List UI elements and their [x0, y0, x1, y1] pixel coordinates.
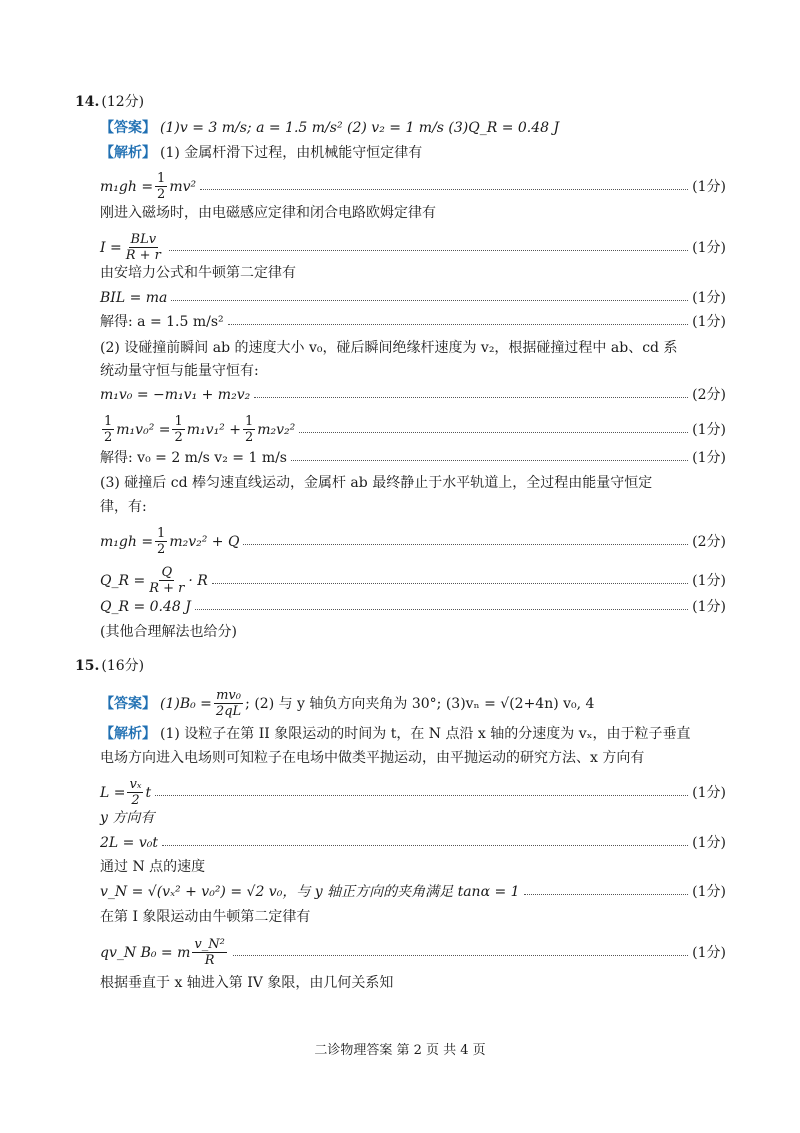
q14-eq9-mark: (1分) — [692, 572, 726, 589]
q14-eq8-frac-num: 1 — [157, 526, 166, 541]
q15-eq4-frac-num: v_N² — [194, 937, 225, 952]
leader-dots — [195, 608, 688, 610]
q15-eq3 — [100, 882, 726, 902]
leader-dots — [200, 188, 688, 190]
leader-dots — [162, 844, 688, 846]
q15-text4 — [100, 907, 726, 927]
q15-answer-b: ; (2) 与 y 轴负方向夹角为 30°; (3)vₙ = √(2+4n) v₀, 4 — [245, 695, 595, 712]
q14-eq1-frac-den: 2 — [157, 187, 166, 202]
q14-eq10-text: Q_R = 0.48 J — [100, 599, 191, 615]
q14-eq2-mark: (1分) — [692, 239, 726, 256]
q14-eq3 — [100, 288, 726, 308]
leader-dots — [233, 954, 688, 956]
q14-text5b-content: 统动量守恒与能量守恒有: — [100, 363, 259, 379]
q15-score: (16分) — [101, 658, 145, 674]
q15-eq2 — [100, 833, 726, 853]
q14-eq1-mark: (1分) — [692, 178, 726, 195]
q14-eq6-f3-num: 1 — [244, 414, 254, 429]
q15-analysis-line — [100, 724, 726, 744]
q14-number: 14. — [75, 94, 100, 110]
q14-eq1-fraction — [155, 171, 167, 202]
q14-eq2-frac-num: BLv — [130, 232, 157, 247]
leader-dots — [212, 582, 688, 584]
q14-answer-text: (1)v = 3 m/s; a = 1.5 m/s² (2) v₂ = 1 m/s (3)Q_R = 0.48 J — [160, 120, 560, 136]
q15-text3-content: 通过 N 点的速度 — [100, 859, 206, 875]
q14-eq6-mark: (1分) — [692, 421, 726, 438]
q15-answer-a: (1)B₀ = — [160, 695, 212, 712]
q14-eq1-rhs: mv² — [169, 178, 197, 195]
q15-answer-frac-den: 2qL — [215, 704, 242, 719]
q14-eq9 — [100, 565, 726, 596]
q14-eq8-fraction — [155, 526, 167, 557]
q14-text2-content: 刚进入磁场时，由电磁感应定律和闭合电路欧姆定律有 — [100, 205, 436, 221]
q14-eq6-fraction-3 — [243, 414, 255, 445]
q14-eq8-frac-den: 2 — [157, 542, 166, 557]
q14-eq9-frac-num: Q — [161, 565, 173, 580]
q15-eq3-text: v_N = √(vₓ² + v₀²) = √2 v₀，与 y 轴正方向的夹角满足 tanα = 1 — [100, 884, 520, 900]
q15-eq4 — [100, 937, 726, 968]
q14-text3-content: 由安培力公式和牛顿第二定律有 — [100, 265, 296, 281]
q14-eq8 — [100, 526, 726, 557]
q15-eq2-mark: (1分) — [692, 835, 726, 851]
q14-note-content: (其他合理解法也给分) — [100, 624, 237, 640]
q14-answer-tag: 【答案】 — [100, 120, 156, 136]
leader-dots — [254, 396, 688, 398]
leader-dots — [155, 794, 688, 796]
q14-text2 — [100, 203, 726, 223]
q14-eq6-part-b: m₁v₁² + — [186, 421, 241, 438]
q15-answer-fraction — [214, 688, 243, 719]
q15-answer-line — [100, 688, 726, 719]
q15-text1b — [100, 748, 726, 768]
q14-eq3-text: BIL = ma — [100, 290, 168, 306]
q14-eq6-fraction-1 — [102, 414, 114, 445]
leader-dots — [169, 249, 688, 251]
q15-eq1-frac-den: 2 — [131, 793, 140, 808]
q14-eq6-f3-den: 2 — [244, 430, 254, 445]
q14-eq1 — [100, 171, 726, 202]
q14-text8a — [100, 473, 726, 493]
q15-text2-content: y 方向有 — [100, 810, 155, 826]
q15-text1a: (1) 设粒子在第 II 象限运动的时间为 t，在 N 点沿 x 轴的分速度为 vₓ，由于粒子垂直 — [160, 726, 691, 742]
q15-eq1-frac-num: vₓ — [129, 777, 142, 792]
q14-text3 — [100, 263, 726, 283]
q14-eq7-text: 解得: v₀ = 2 m/s v₂ = 1 m/s — [100, 450, 287, 466]
q14-eq3-mark: (1分) — [692, 290, 726, 306]
q14-eq4-text: 解得: a = 1.5 m/s² — [100, 314, 224, 330]
q14-eq9-lhs: Q_R = — [100, 572, 146, 589]
q15-answer-frac-num: mv₀ — [216, 688, 241, 703]
q14-eq2-fraction — [124, 232, 163, 263]
page-footer-text: 二诊物理答案 第 2 页 共 4 页 — [314, 1043, 486, 1058]
q15-eq1-fraction — [127, 777, 143, 808]
q15-eq1-lhs: L = — [100, 784, 126, 801]
leader-dots — [243, 543, 688, 545]
q15-text3 — [100, 857, 726, 877]
q14-eq5-text: m₁v₀ = −m₁v₁ + m₂v₂ — [100, 387, 251, 403]
q14-text5a-content: (2) 设碰撞前瞬间 ab 的速度大小 v₀，碰后瞬间绝缘杆速度为 v₂，根据碰撞过程中 ab、cd 系 — [100, 340, 678, 356]
q14-eq7 — [100, 448, 726, 468]
q14-eq6-f1-den: 2 — [104, 430, 113, 445]
q14-analysis-line — [100, 143, 726, 163]
q14-eq5-mark: (2分) — [692, 387, 726, 403]
q14-score: (12分) — [101, 94, 145, 110]
q14-eq6-fraction-2 — [172, 414, 184, 445]
q14-eq6 — [100, 414, 726, 445]
q15-text5 — [100, 973, 726, 993]
q14-eq4-mark: (1分) — [692, 314, 726, 330]
q14-eq6-f2-num: 1 — [174, 414, 183, 429]
q14-eq6-part-c: m₂v₂² — [257, 421, 296, 438]
q15-heading — [75, 656, 701, 676]
q14-eq6-f2-den: 2 — [174, 430, 183, 445]
q14-eq9-rhs: · R — [188, 572, 208, 589]
q14-analysis-intro: (1) 金属杆滑下过程，由机械能守恒定律有 — [160, 145, 423, 161]
q14-text8b — [100, 497, 726, 517]
q14-eq9-frac-den: R + r — [149, 581, 185, 596]
q14-note — [100, 622, 726, 642]
page-footer — [0, 1039, 800, 1058]
q14-eq10 — [100, 597, 726, 617]
leader-dots — [524, 893, 689, 895]
q15-eq4-fraction — [192, 937, 226, 968]
q14-eq5 — [100, 385, 726, 405]
q14-analysis-tag: 【解析】 — [100, 145, 156, 161]
q14-text5b — [100, 361, 726, 381]
q14-text5a — [100, 338, 726, 358]
q14-text8b-content: 律，有: — [100, 499, 147, 515]
q14-eq7-mark: (1分) — [692, 450, 726, 466]
q15-eq1 — [100, 777, 726, 808]
q14-eq9-fraction — [147, 565, 186, 596]
q14-eq2-lhs: I = — [100, 239, 122, 256]
leader-dots — [228, 323, 689, 325]
leader-dots — [171, 299, 688, 301]
leader-dots — [299, 431, 688, 433]
q14-eq8-lhs: m₁gh = — [100, 533, 154, 550]
q15-eq4-mark: (1分) — [692, 944, 726, 961]
q15-text1b-content: 电场方向进入电场则可知粒子在电场中做类平抛运动，由平抛运动的研究方法、x 方向有 — [100, 750, 645, 766]
q14-eq4 — [100, 312, 726, 332]
q15-eq1-mark: (1分) — [692, 784, 726, 801]
q15-number: 15. — [75, 658, 100, 674]
q14-eq1-lhs: m₁gh = — [100, 178, 154, 195]
q14-eq2-frac-den: R + r — [125, 248, 161, 263]
q14-answer-line — [100, 118, 726, 138]
q15-answer-tag: 【答案】 — [100, 695, 156, 712]
q14-eq8-rhs: m₂v₂² + Q — [169, 533, 240, 550]
q15-eq1-rhs: t — [145, 784, 152, 801]
q14-text8a-content: (3) 碰撞后 cd 棒匀速直线运动，金属杆 ab 最终静止于水平轨道上，全过程由能量守恒定 — [100, 475, 653, 491]
q14-eq8-mark: (2分) — [692, 533, 726, 550]
q14-eq6-f1-num: 1 — [104, 414, 113, 429]
q15-eq4-lhs: qv_N B₀ = m — [100, 944, 191, 961]
q15-eq3-mark: (1分) — [692, 884, 726, 900]
q14-eq6-part-a: m₁v₀² = — [116, 421, 171, 438]
leader-dots — [291, 459, 688, 461]
q15-analysis-tag: 【解析】 — [100, 726, 156, 742]
q14-eq2 — [100, 232, 726, 263]
q15-text2 — [100, 808, 726, 828]
q15-eq4-frac-den: R — [204, 953, 215, 968]
q15-eq2-text: 2L = v₀t — [100, 835, 158, 851]
q14-heading — [75, 92, 701, 112]
q15-text4-content: 在第 I 象限运动由牛顿第二定律有 — [100, 909, 311, 925]
q14-eq1-frac-num: 1 — [157, 171, 166, 186]
q15-text5-content: 根据垂直于 x 轴进入第 IV 象限，由几何关系知 — [100, 975, 394, 991]
q14-eq10-mark: (1分) — [692, 599, 726, 615]
